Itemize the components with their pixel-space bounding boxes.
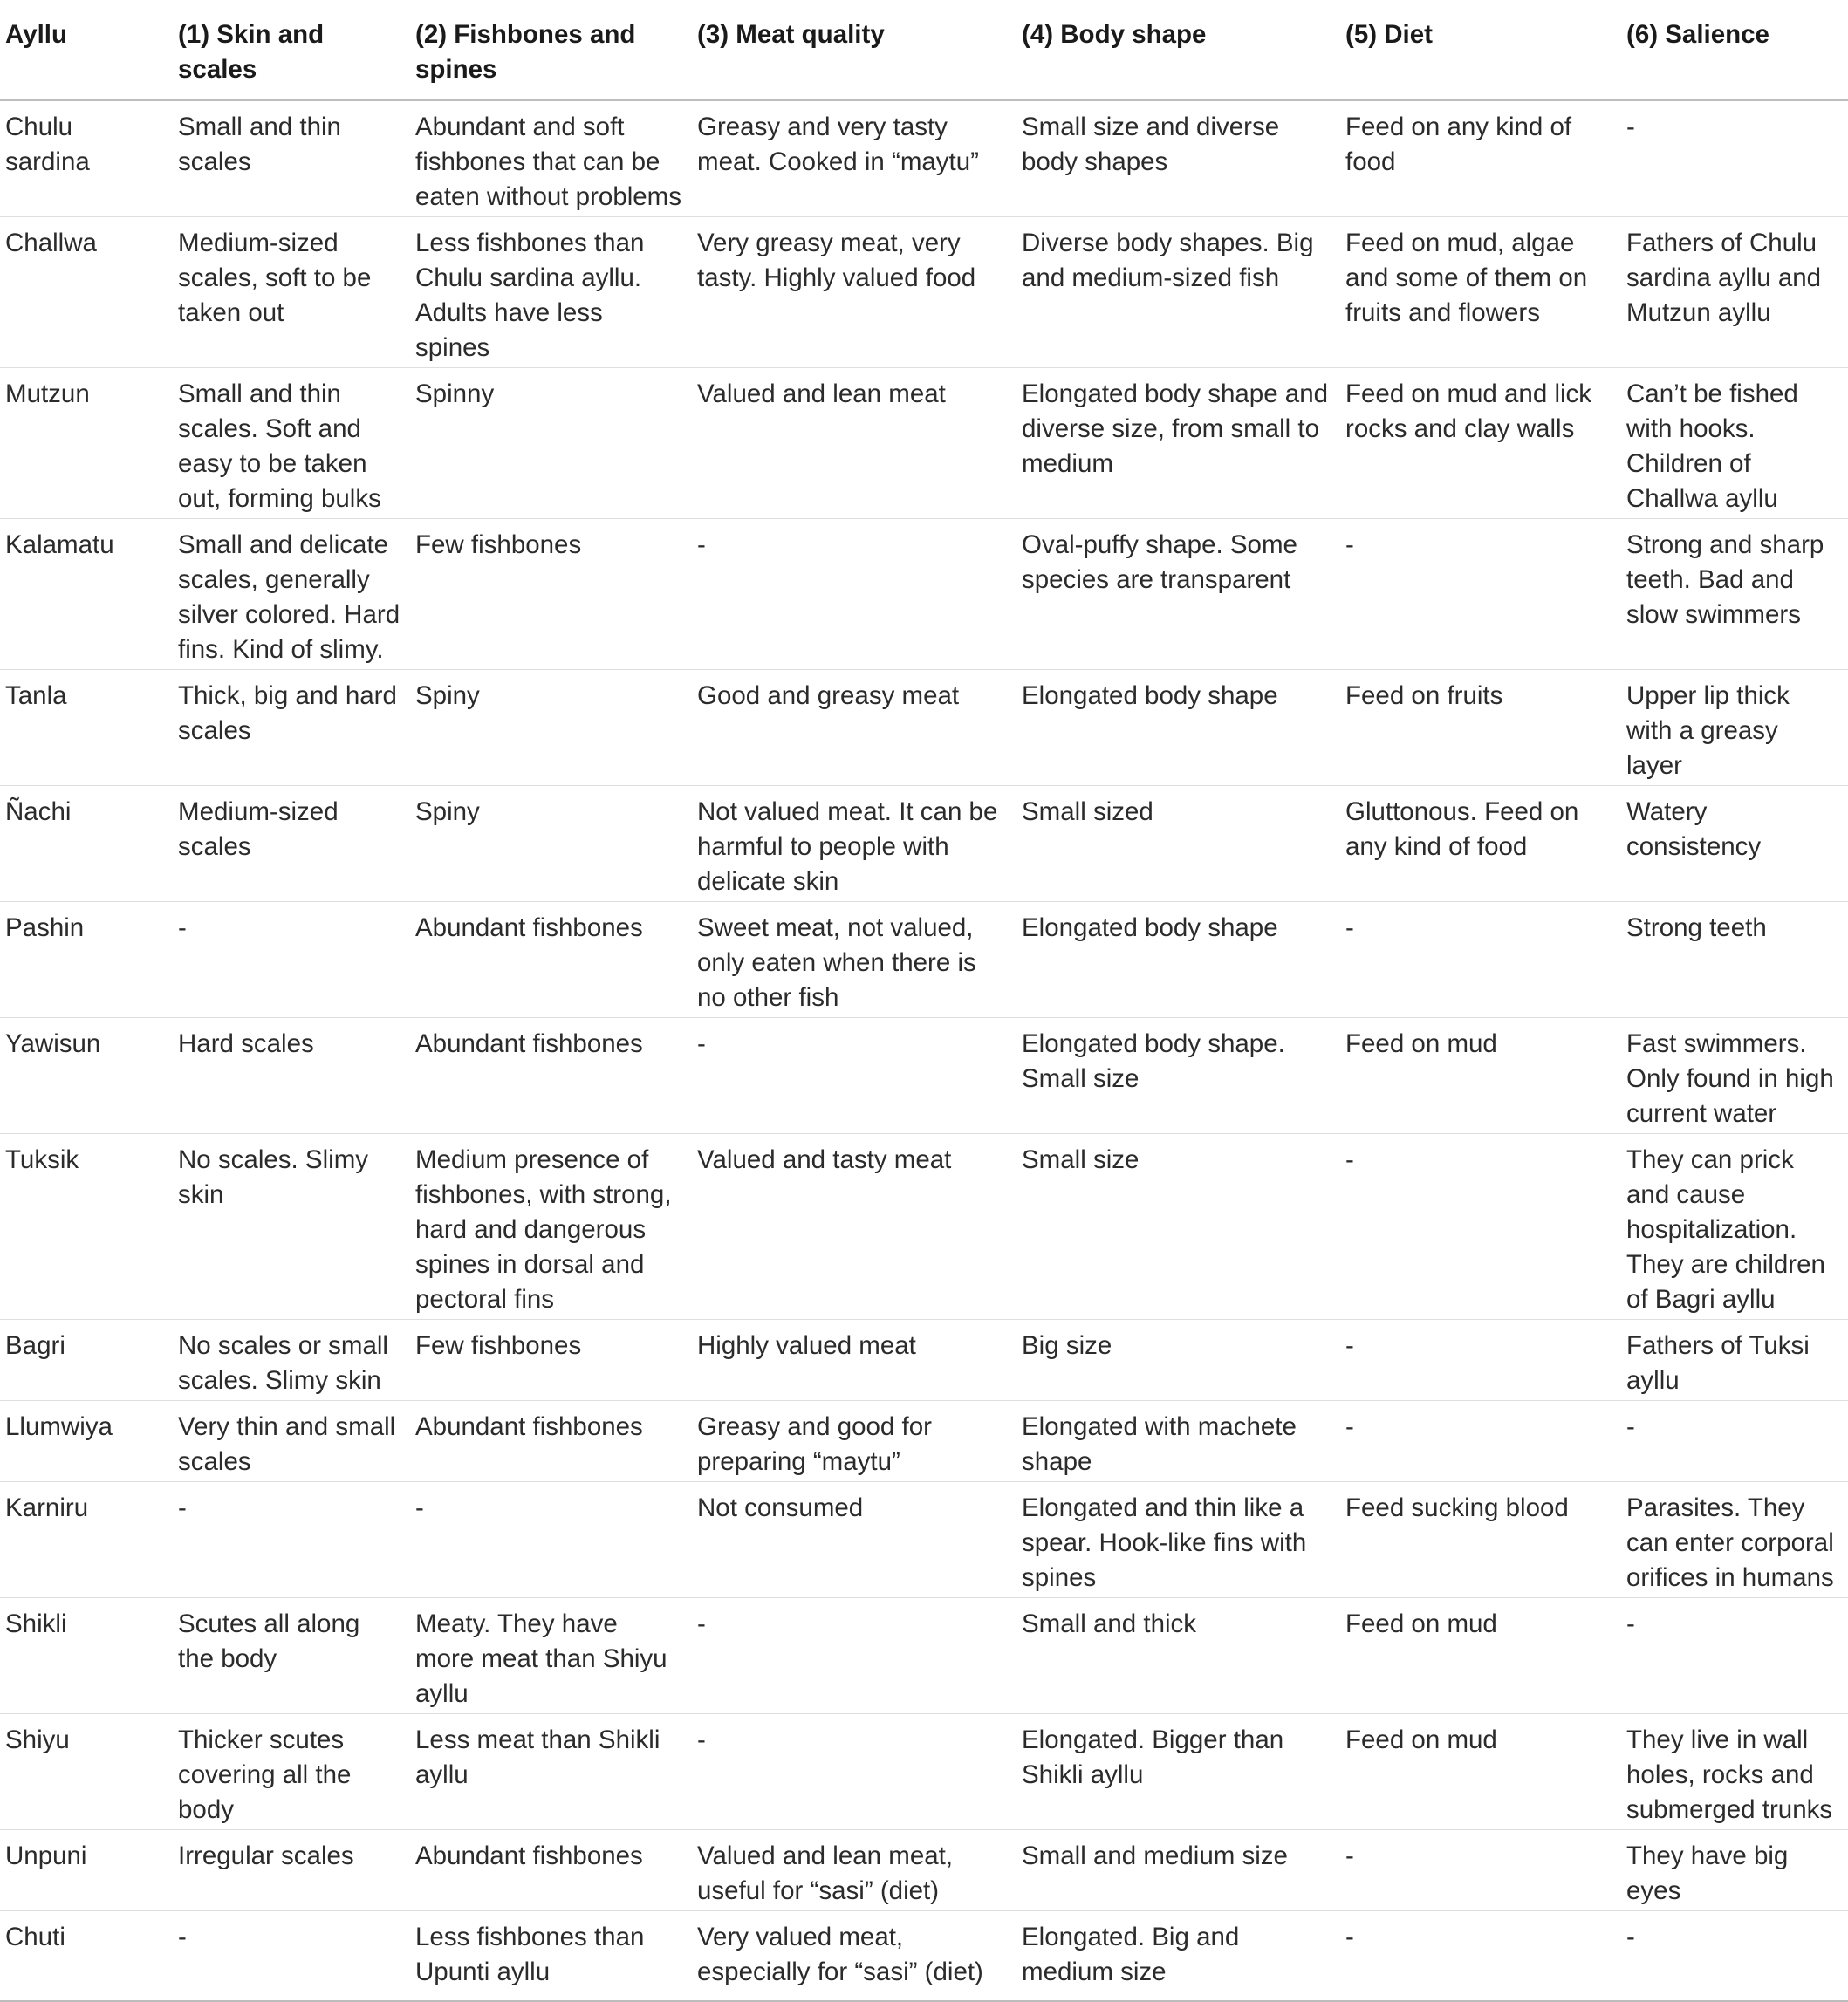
cell-meat-quality: - (697, 530, 706, 559)
table-row (0, 1320, 1848, 1401)
cell-skin-and-scales: Irregular scales (178, 1841, 354, 1870)
cell-skin-and-scales: Medium-sized scales, soft to be taken out (178, 229, 372, 327)
cell-meat-quality: Greasy and good for preparing “maytu” (697, 1412, 932, 1476)
cell-meat-quality: Good and greasy meat (697, 681, 960, 710)
cell-ayllu: Chulu sardina (5, 113, 90, 176)
cell-skin-and-scales: No scales. Slimy skin (178, 1145, 369, 1209)
table-row (0, 902, 1848, 1018)
cell-salience: Watery consistency (1626, 797, 1762, 861)
cell-salience: Strong teeth (1626, 913, 1767, 942)
cell-meat-quality: Highly valued meat (697, 1331, 916, 1360)
cell-fishbones-and-spines: Abundant fishbones (415, 1412, 643, 1441)
cell-ayllu: Pashin (5, 913, 85, 942)
header-row (0, 0, 1848, 100)
table-row (0, 1598, 1848, 1714)
cell-salience: Strong and sharp teeth. Bad and slow swimmers (1626, 530, 1824, 629)
cell-salience: Can’t be fished with hooks. Children of Challwa ayllu (1626, 379, 1798, 513)
cell-skin-and-scales: - (178, 1923, 187, 1951)
header-cell-diet: (5) Diet (1345, 20, 1433, 49)
table-row (0, 1482, 1848, 1598)
cell-ayllu: Unpuni (5, 1841, 87, 1870)
cell-salience: They can prick and cause hospitalization. They are children of Bagri ayllu (1626, 1145, 1825, 1314)
cell-salience: Parasites. They can enter corporal orifices in humans (1626, 1493, 1834, 1592)
cell-salience: Upper lip thick with a greasy layer (1626, 681, 1790, 780)
table-row (0, 1830, 1848, 1911)
cell-meat-quality: Very valued meat, especially for “sasi” (diet) (697, 1923, 983, 1986)
cell-meat-quality: Sweet meat, not valued, only eaten when there is no other fish (697, 913, 976, 1012)
cell-skin-and-scales: Thicker scutes covering all the body (178, 1725, 352, 1824)
cell-salience: Fast swimmers. Only found in high current water (1626, 1029, 1834, 1128)
header-cell-fishbones-and-spines: (2) Fishbones and spines (415, 20, 636, 84)
cell-skin-and-scales: Small and thin scales. Soft and easy to be taken out, forming bulks (178, 379, 381, 513)
cell-fishbones-and-spines: Spinny (415, 379, 495, 408)
cell-salience: They live in wall holes, rocks and submerged trunks (1626, 1725, 1833, 1824)
cell-meat-quality: Very greasy meat, very tasty. Highly valued food (697, 229, 976, 292)
cell-ayllu: Tanla (5, 681, 67, 710)
cell-body-shape: Small and thick (1022, 1609, 1197, 1638)
table-row (0, 368, 1848, 519)
cell-meat-quality: Valued and lean meat (697, 379, 946, 408)
cell-body-shape: Big size (1022, 1331, 1112, 1360)
cell-ayllu: Karniru (5, 1493, 89, 1522)
cell-diet: Feed on mud and lick rocks and clay walls (1345, 379, 1592, 443)
cell-skin-and-scales: Small and delicate scales, generally silver colored. Hard fins. Kind of slimy. (178, 530, 400, 664)
cell-salience: Fathers of Tuksi ayllu (1626, 1331, 1810, 1395)
cell-ayllu: Mutzun (5, 379, 90, 408)
table-row (0, 217, 1848, 368)
cell-body-shape: Small sized (1022, 797, 1153, 826)
cell-diet: Feed sucking blood (1345, 1493, 1569, 1522)
cell-ayllu: Chuti (5, 1923, 65, 1951)
cell-skin-and-scales: Very thin and small scales (178, 1412, 396, 1476)
table-row (0, 100, 1848, 217)
table-row (0, 519, 1848, 670)
table-row (0, 786, 1848, 902)
cell-body-shape: Elongated with machete shape (1022, 1412, 1297, 1476)
cell-ayllu: Shikli (5, 1609, 67, 1638)
cell-body-shape: Elongated. Bigger than Shikli ayllu (1022, 1725, 1284, 1789)
cell-skin-and-scales: Scutes all along the body (178, 1609, 360, 1673)
table-row (0, 1134, 1848, 1320)
cell-skin-and-scales: - (178, 913, 187, 942)
cell-salience: - (1626, 1412, 1635, 1441)
table-row (0, 1018, 1848, 1134)
cell-diet: Feed on mud (1345, 1725, 1497, 1754)
cell-diet: Feed on mud (1345, 1609, 1497, 1638)
table-row (0, 670, 1848, 786)
cell-diet: - (1345, 1331, 1354, 1360)
cell-body-shape: Small and medium size (1022, 1841, 1288, 1870)
cell-diet: - (1345, 1841, 1354, 1870)
cell-fishbones-and-spines: Medium presence of fishbones, with strong, hard and dangerous spines in dorsal and pectoral fins (415, 1145, 672, 1314)
cell-diet: Feed on mud, algae and some of them on fruits and flowers (1345, 229, 1588, 327)
cell-ayllu: Yawisun (5, 1029, 101, 1058)
cell-meat-quality: Not consumed (697, 1493, 864, 1522)
cell-ayllu: Tuksik (5, 1145, 79, 1174)
cell-fishbones-and-spines: Less meat than Shikli ayllu (415, 1725, 660, 1789)
cell-meat-quality: Not valued meat. It can be harmful to people with delicate skin (697, 797, 998, 896)
cell-diet: Feed on fruits (1345, 681, 1503, 710)
cell-meat-quality: Valued and tasty meat (697, 1145, 952, 1174)
cell-salience: - (1626, 113, 1635, 141)
cell-fishbones-and-spines: Spiny (415, 681, 480, 710)
cell-diet: Gluttonous. Feed on any kind of food (1345, 797, 1579, 861)
cell-meat-quality: Valued and lean meat, useful for “sasi” (diet) (697, 1841, 954, 1905)
cell-body-shape: Elongated body shape (1022, 681, 1278, 710)
table-row (0, 1401, 1848, 1482)
table-row (0, 1714, 1848, 1830)
cell-fishbones-and-spines: - (415, 1493, 424, 1522)
cell-salience: They have big eyes (1626, 1841, 1789, 1905)
cell-diet: Feed on any kind of food (1345, 113, 1572, 176)
cell-body-shape: Small size and diverse body shapes (1022, 113, 1280, 176)
cell-body-shape: Oval-puffy shape. Some species are transparent (1022, 530, 1297, 594)
table-header (0, 0, 1848, 100)
header-cell-salience: (6) Salience (1626, 20, 1769, 49)
cell-skin-and-scales: - (178, 1493, 187, 1522)
cell-diet: - (1345, 1145, 1354, 1174)
cell-skin-and-scales: Thick, big and hard scales (178, 681, 397, 745)
cell-skin-and-scales: Hard scales (178, 1029, 314, 1058)
cell-body-shape: Small size (1022, 1145, 1140, 1174)
cell-ayllu: Ñachi (5, 797, 72, 826)
cell-fishbones-and-spines: Spiny (415, 797, 480, 826)
cell-diet: - (1345, 530, 1354, 559)
cell-body-shape: Elongated and thin like a spear. Hook-like fins with spines (1022, 1493, 1307, 1592)
cell-diet: - (1345, 1412, 1354, 1441)
cell-fishbones-and-spines: Abundant and soft fishbones that can be eaten without problems (415, 113, 682, 211)
cell-fishbones-and-spines: Few fishbones (415, 530, 582, 559)
cell-meat-quality: - (697, 1609, 706, 1638)
cell-salience: Fathers of Chulu sardina ayllu and Mutzun ayllu (1626, 229, 1822, 327)
cell-ayllu: Challwa (5, 229, 97, 257)
header-cell-meat-quality: (3) Meat quality (697, 20, 885, 49)
cell-body-shape: Elongated body shape and diverse size, from small to medium (1022, 379, 1329, 478)
header-cell-skin-and-scales: (1) Skin and scales (178, 20, 325, 84)
header-cell-ayllu: Ayllu (5, 20, 68, 49)
cell-fishbones-and-spines: Abundant fishbones (415, 1841, 643, 1870)
cell-body-shape: Elongated body shape (1022, 913, 1278, 942)
cell-diet: - (1345, 1923, 1354, 1951)
cell-salience: - (1626, 1609, 1635, 1638)
cell-skin-and-scales: Medium-sized scales (178, 797, 339, 861)
cell-body-shape: Diverse body shapes. Big and medium-sized fish (1022, 229, 1314, 292)
cell-ayllu: Bagri (5, 1331, 65, 1360)
cell-body-shape: Elongated body shape. Small size (1022, 1029, 1285, 1093)
cell-ayllu: Llumwiya (5, 1412, 113, 1441)
cell-salience: - (1626, 1923, 1635, 1951)
table-body (0, 100, 1848, 2001)
cell-body-shape: Elongated. Big and medium size (1022, 1923, 1240, 1986)
cell-fishbones-and-spines: Less fishbones than Chulu sardina ayllu. Adults have less spines (415, 229, 645, 362)
cell-ayllu: Kalamatu (5, 530, 114, 559)
cell-fishbones-and-spines: Abundant fishbones (415, 1029, 643, 1058)
cell-fishbones-and-spines: Less fishbones than Upunti ayllu (415, 1923, 645, 1986)
cell-fishbones-and-spines: Few fishbones (415, 1331, 582, 1360)
cell-ayllu: Shiyu (5, 1725, 70, 1754)
table-row (0, 1911, 1848, 2002)
header-cell-body-shape: (4) Body shape (1022, 20, 1207, 49)
cell-meat-quality: Greasy and very tasty meat. Cooked in “maytu” (697, 113, 979, 176)
cell-diet: - (1345, 913, 1354, 942)
cell-fishbones-and-spines: Meaty. They have more meat than Shiyu ayllu (415, 1609, 667, 1708)
cell-meat-quality: - (697, 1029, 706, 1058)
cell-meat-quality: - (697, 1725, 706, 1754)
cell-fishbones-and-spines: Abundant fishbones (415, 913, 643, 942)
cell-skin-and-scales: No scales or small scales. Slimy skin (178, 1331, 388, 1395)
cell-skin-and-scales: Small and thin scales (178, 113, 341, 176)
cell-diet: Feed on mud (1345, 1029, 1497, 1058)
